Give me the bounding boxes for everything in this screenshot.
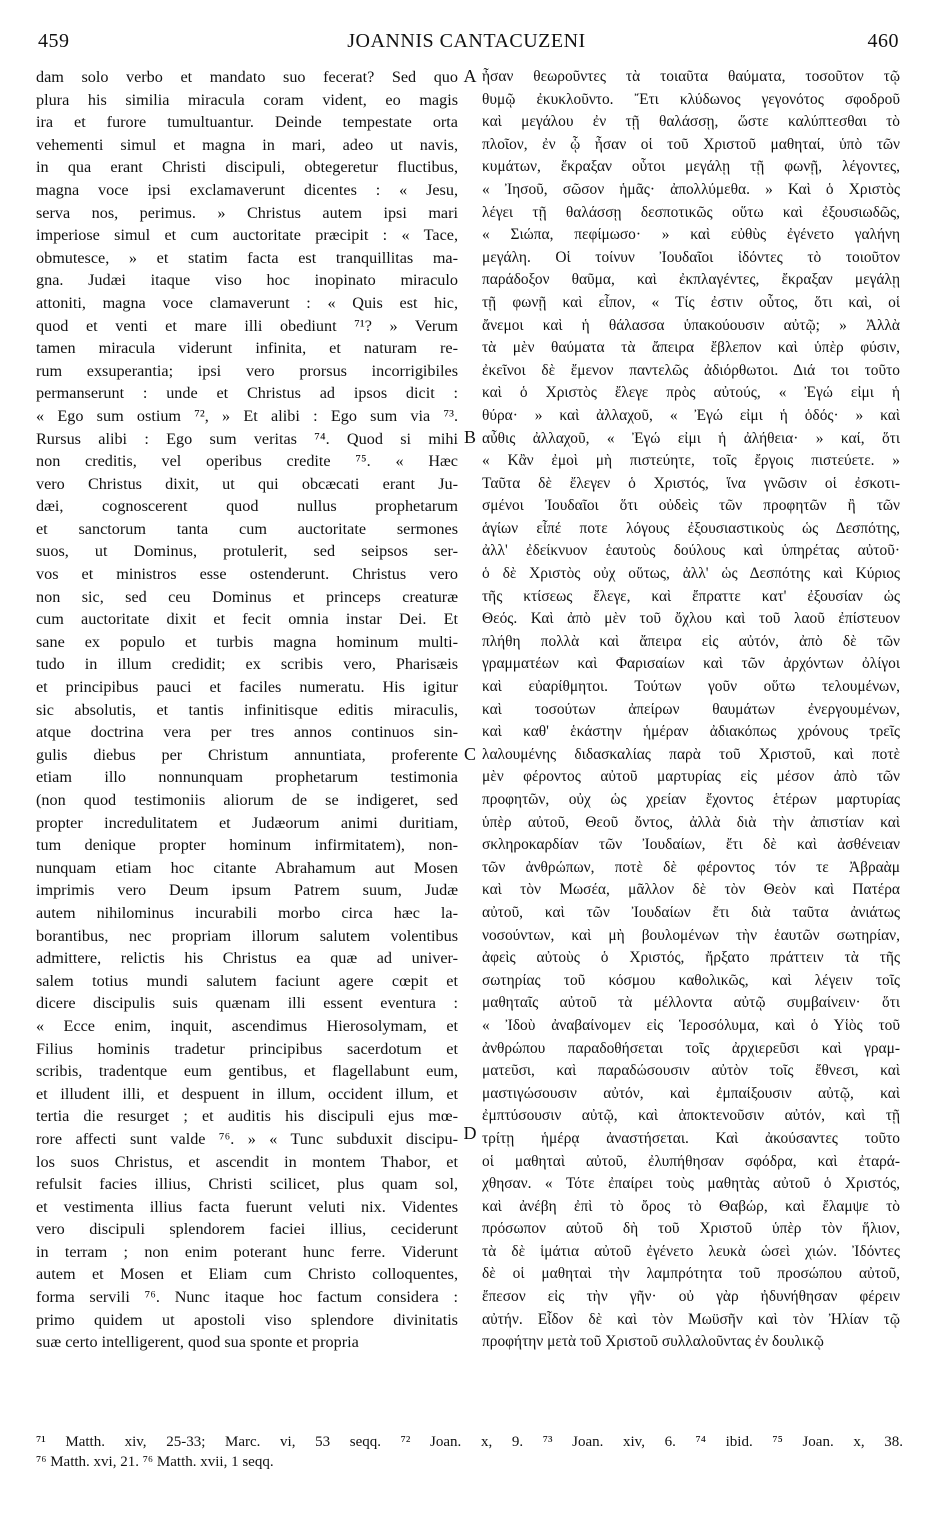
latin-text-line: « Ego sum ostium ⁷², » Et alibi : Ego sum via ⁷³. bbox=[36, 406, 458, 425]
latin-text-line: tudo in illum credidit; ex scribis vero, Pharisæis bbox=[36, 655, 458, 674]
greek-text-line: καὶ καθ' ἑκάστην ἡμέραν ἀδιακόπως χρόνους τρεῖς bbox=[482, 723, 900, 741]
greek-text-line: καὶ ὁ Χριστὸς ἔλεγε πρὸς αὐτούς, « Ἐγώ εἰμι ἡ bbox=[482, 384, 900, 402]
greek-text-line: ἀφεὶς αὐτοὺς ὁ Χριστός, ἤρξατο πράττειν τὰ τῆς bbox=[482, 949, 900, 967]
latin-text-line: vos et ministros esse ostenderunt. Christus vero bbox=[36, 565, 458, 584]
latin-text-line: non sic, sed ceu Dominus et princeps creaturæ bbox=[36, 587, 458, 606]
latin-text-line: refulsit facies illius, Christi scilicet, plus quam sol, bbox=[36, 1175, 458, 1194]
greek-text-line: προφήτην μετὰ τοῦ Χριστοῦ συλλαλοῦντας ἐν δουλικῷ bbox=[482, 1333, 824, 1351]
greek-text-line: ἀνθρώπου παραδοθήσεται τοῖς ἀρχιερεῦσι καὶ γραμ- bbox=[482, 1039, 900, 1057]
section-marker-d: D bbox=[463, 1123, 477, 1143]
greek-text-line: Ταῦτα δὲ ἔλεγεν ὁ Χριστός, ἵνα γνῶσιν οἱ ἐσκοτι- bbox=[482, 474, 900, 492]
page-number-left: 459 bbox=[38, 30, 70, 52]
greek-text-line: αὖθις ἀλλαχοῦ, « Ἐγώ εἰμι ἡ ἀλήθεια· » καί, ὅτι bbox=[482, 429, 900, 447]
greek-text-line: νοσούντων, καὶ μὴ βουλομένων τὴν ἑαυτῶν σωτηρίαν, bbox=[482, 926, 900, 944]
greek-text-line: προφητῶν, οὐχ ὡς χρείαν ἔχοντος ἑτέρων μαρτυρίας bbox=[482, 791, 900, 808]
latin-text-line: Rursus alibi : Ego sum veritas ⁷⁴. Quod si mihi bbox=[36, 429, 458, 448]
latin-text-line: plura his similia miracula coram vident, eo magis bbox=[36, 90, 458, 109]
greek-text-line: πλήθη πολλὰ καὶ ἄπειρα εἰς αὐτόν, ἀπὸ δὲ τῶν bbox=[482, 632, 900, 650]
latin-text-line: gna. Judæi itaque viso hoc inopinato miraculo bbox=[36, 271, 458, 290]
latin-text-line: obmutesce, » et statim facta est tranquillitas ma- bbox=[36, 248, 458, 267]
greek-text-line: χθησαν. « Τότε ἐπαίρει τοὺς μαθητὰς αὐτοῦ ὁ Χριστός, bbox=[482, 1175, 900, 1193]
latin-text-line: attoniti, magna voce clamaverunt : « Quis est hic, bbox=[36, 293, 458, 312]
greek-text-line: παράδοξον θαῦμα, καὶ ἐκπλαγέντες, ἔκραξαν μεγάλῃ bbox=[482, 271, 900, 289]
latin-text-line: tamen miracula viderunt infinita, et naturam re- bbox=[36, 339, 458, 358]
latin-text-line: quod et venti et mare illi obediunt ⁷¹? » Verum bbox=[36, 316, 458, 335]
greek-text-line: μεγάλη. Οἱ τοίνυν Ἰουδαῖοι ἰδόντες τὸ τοιοῦτον bbox=[482, 248, 900, 266]
greek-text-line: ὁ δὲ Χριστὸς οὐχ οὕτως, ἀλλ' ὡς Δεσπότης καὶ Κύριος bbox=[482, 565, 900, 583]
latin-text-line: salem totius mundi salutem faciunt agere cœpit et bbox=[36, 971, 458, 990]
greek-text-line: καὶ τὸν Μωσέα, μᾶλλον δὲ τὸν Θεὸν καὶ Πατέρα bbox=[482, 881, 900, 899]
latin-text-line: vehementi simul et magna in mari, adeo ut navis, bbox=[36, 135, 458, 154]
greek-text-line: ἦσαν θεωροῦντες τὰ τοιαῦτα θαύματα, τοσοῦτον τῷ bbox=[482, 68, 900, 85]
latin-text-line: borantibus, nec propriam illorum salutem volentibus bbox=[36, 926, 458, 945]
greek-text-line: ἁγίων εἶπέ ποτε λόγους ἐξουσιαστικοὺς ὡς Δεσπότης, bbox=[482, 519, 900, 537]
latin-text-line: et vestimenta illius facta fuerunt veluti nix. Videntes bbox=[36, 1197, 458, 1216]
greek-text-line: κυμάτων, ἔκραξαν οὗτοι μεγάλῃ τῇ φωνῇ, λέγοντες, bbox=[482, 158, 900, 176]
latin-text-line: sic absolutis, et tantis infinitisque editis miraculis, bbox=[36, 700, 458, 719]
latin-text-line: los suos Christus, et ascendit in montem Thabor, et bbox=[36, 1152, 458, 1171]
latin-text-line: rum exsuperantia; ipsi vero prorsus incorrigibiles bbox=[36, 361, 458, 380]
latin-text-line: et sanctorum tanta cum auctoritate sermones bbox=[36, 519, 458, 538]
latin-text-line: vero Christus dixit, ut qui obcæcati erant Ju- bbox=[36, 474, 458, 493]
footnote-line: ⁷¹ Matth. xiv, 25-33; Marc. vi, 53 seqq. ⁷² Joan. x, 9. ⁷³ Joan. xiv, 6. ⁷⁴ ibid. ⁷⁵ Joan. x, 38. bbox=[36, 1434, 903, 1450]
latin-text-line: Filius hominis tradetur principibus sacerdotum et bbox=[36, 1039, 458, 1058]
latin-text-line: nunquam etiam hoc citante Abrahamum aut Mosen bbox=[36, 858, 458, 877]
latin-text-line: admittere, relictis his Christus ea quæ ad univer- bbox=[36, 949, 458, 968]
section-marker-a: A bbox=[463, 66, 477, 86]
latin-column bbox=[36, 66, 458, 1426]
latin-text-line: scribis, tradentque eum gentibus, et flagellabunt eum, bbox=[36, 1062, 458, 1081]
greek-text-line: οἱ μαθηταὶ αὐτοῦ, ἐλυπήθησαν σφόδρα, καὶ ἐταρά- bbox=[482, 1152, 900, 1170]
greek-text-line: ἔπεσον εἰς τὴν γῆν· οὐ γὰρ ἠδυνήθησαν φέρειν bbox=[482, 1288, 900, 1306]
footnote-line: ⁷⁶ Matth. xvi, 21. ⁷⁶ Matth. xvii, 1 seqq. bbox=[36, 1454, 274, 1470]
latin-text-line: in qua erant Christi discipuli, obtegeretur fluctibus, bbox=[36, 158, 458, 177]
greek-column bbox=[482, 66, 900, 1426]
latin-text-line: propter incredulitatem et Judæorum animi duritiam, bbox=[36, 813, 458, 832]
greek-text-line: ἄνεμοι καὶ ἡ θάλασσα ὑπακούουσιν αὐτῷ; » Ἀλλὰ bbox=[482, 316, 900, 334]
latin-text-line: dam solo verbo et mandato suo fecerat? Sed quo bbox=[36, 68, 458, 86]
greek-text-line: καὶ τοσούτων ἀπείρων θαυμάτων ἐνεργουμένων, bbox=[482, 700, 900, 718]
greek-text-line: « Ἰησοῦ, σῶσον ἡμᾶς· ἀπολλύμεθα. » Καὶ ὁ Χριστὸς bbox=[482, 180, 900, 198]
greek-text-line: τῶν ἀνθρώπων, ποτὲ δὲ φέροντος τόν τε Ἀβραὰμ bbox=[482, 858, 900, 876]
greek-text-line: πλοῖον, ἐν ᾧ ἦσαν οἱ τοῦ Χριστοῦ μαθηταί, ὑπὸ τῶν bbox=[482, 135, 900, 153]
latin-text-line: etiam illo nonnunquam prophetarum testimonia bbox=[36, 768, 458, 787]
latin-text-line: atque doctrina vera per tres annos continuos sin- bbox=[36, 723, 458, 742]
greek-text-line: καὶ ἀνέβη ἐπὶ τὸ ὄρος τὸ Θαβώρ, καὶ ἔλαμψε τὸ bbox=[482, 1197, 900, 1215]
greek-text-line: τῆς κτίσεως ἔλεγε, καὶ ἔπραττε κατ' ἐξουσίαν ὡς bbox=[482, 587, 900, 605]
running-title: JOANNIS CANTACUZENI bbox=[347, 30, 586, 52]
greek-text-line: αὐτοῦ, καὶ τῶν Ἰουδαίων ἔτι διὰ ταῦτα ἀνιάτως bbox=[482, 903, 900, 921]
latin-text-line: ira et furore tumultuantur. Deinde tempestate orta bbox=[36, 113, 458, 132]
greek-text-line: « Σιώπα, πεφίμωσο· » καὶ εὐθὺς ἐγένετο γαλήνη bbox=[482, 226, 900, 244]
latin-text-line: sane ex populo et turbis magna hominum multi- bbox=[36, 632, 458, 651]
latin-text-line: autem et Mosen et Eliam cum Christo colloquentes, bbox=[36, 1265, 458, 1284]
greek-text-line: « Κἂν ἐμοὶ μὴ πιστεύητε, τοῖς ἔργοις πιστεύετε. » bbox=[482, 452, 900, 470]
latin-text-line: rore affecti sunt valde ⁷⁶. » « Tunc subduxit discipu- bbox=[36, 1129, 458, 1148]
greek-text-line: σκληροκαρδίαν τῶν Ἰουδαίων, ἔτι δὲ καὶ ἀσθένειαν bbox=[482, 836, 900, 854]
latin-text-line: in terram ; non enim poterant hunc ferre. Viderunt bbox=[36, 1242, 458, 1261]
greek-text-line: θυμῷ ἐκυκλοῦντο. Ἔτι κλύδωνος γεγονότος σφοδροῦ bbox=[482, 90, 900, 108]
greek-text-line: δὲ οἱ μαθηταὶ τὴν λαμπρότητα τοῦ προσώπου αὐτοῦ, bbox=[482, 1265, 900, 1283]
latin-text-line: et illudent illi, et despuent in illum, occident illum, et bbox=[36, 1084, 458, 1103]
greek-text-line: « Ἰδοὺ ἀναβαίνομεν εἰς Ἱεροσόλυμα, καὶ ὁ Υἱὸς τοῦ bbox=[482, 1016, 900, 1034]
greek-text-line: πρόσωπον αὐτοῦ δὴ τοῦ Χριστοῦ ὑπὲρ τὸν ἥλιον, bbox=[482, 1220, 900, 1238]
latin-text-line: magna voce ipsi exclamaverunt dicentes : « Jesu, bbox=[36, 180, 458, 199]
greek-text-line: ἀλλ' ἐδείκνυον ἑαυτοὺς δούλους καὶ ὑπηρέτας αὐτοῦ· bbox=[482, 542, 900, 560]
latin-text-line: « Ecce enim, inquit, ascendimus Hierosolymam, et bbox=[36, 1016, 458, 1035]
greek-text-line: τρίτῃ ἡμέρᾳ ἀναστήσεται. Καὶ ἀκούσαντες τοῦτο bbox=[482, 1129, 900, 1147]
latin-text-line: non creditis, vel operibus credite ⁷⁵. « Hæc bbox=[36, 452, 458, 471]
latin-text-line: (non quod testimoniis aliorum de se indigeret, sed bbox=[36, 791, 458, 809]
section-marker-b: B bbox=[463, 427, 476, 447]
latin-text-line: gulis diebus per Christum annuntiata, proferente bbox=[36, 745, 458, 764]
greek-text-line: θύρα· » καὶ ἀλλαχοῦ, « Ἐγώ εἰμι ἡ ὁδός· » καὶ bbox=[482, 406, 900, 424]
greek-text-line: Θεός. Καὶ ἀπὸ μὲν τοῦ ὄχλου καὶ τοῦ λαοῦ ἐπίστευον bbox=[482, 610, 900, 628]
greek-text-line: ἐμπτύσουσιν αὐτῷ, καὶ ἀποκτενοῦσιν αὐτόν, καὶ τῇ bbox=[482, 1107, 900, 1125]
latin-text-line: dicere discipulis suis quænam illi essent eventura : bbox=[36, 994, 458, 1013]
page-number-right: 460 bbox=[867, 30, 899, 52]
latin-text-line: permanserunt : unde et Christus ad ipsos dicit : bbox=[36, 384, 458, 403]
greek-text-line: τὰ δὲ ἱμάτια αὐτοῦ ἐγένετο λευκὰ ὡσεὶ χιών. Ἰδόντες bbox=[482, 1242, 900, 1260]
latin-text-line: suæ certo intelligerent, quod sua sponte et propria bbox=[36, 1333, 359, 1352]
latin-text-line: tum denique propter hominum infirmitatem), non- bbox=[36, 836, 458, 855]
latin-text-line: primo quidem ut apostoli viso splendore divinitatis bbox=[36, 1310, 458, 1329]
greek-text-line: τὰ μὲν θαύματα τὰ ἄπειρα ἔβλεπον καὶ ὑπὲρ φύσιν, bbox=[482, 339, 900, 357]
latin-text-line: imperiose simul et cum auctoritate præcipit : « Tace, bbox=[36, 226, 458, 245]
latin-text-line: autem nihilominus incurabili morbo circa hæc la- bbox=[36, 903, 458, 922]
greek-text-line: σμένοι Ἰουδαῖοι ὅτι οὐδεὶς τῶν προφητῶν ἢ τῶν bbox=[482, 497, 900, 515]
running-header bbox=[30, 30, 903, 62]
latin-text-line: vero discipuli splendorem faciei illius, ceciderunt bbox=[36, 1220, 458, 1239]
greek-text-line: γραμματέων καὶ Φαρισαίων καὶ τῶν ἀρχόντων ὀλίγοι bbox=[482, 655, 900, 673]
latin-text-line: serva nos, perimus. » Christus autem ipsi mari bbox=[36, 203, 458, 222]
greek-text-line: τῇ φωνῇ καὶ εἶπον, « Τίς ἐστιν οὗτος, ὅτι καὶ, οἱ bbox=[482, 293, 900, 311]
latin-text-line: suos, ut Dominus, protulerit, sed seipsos ser- bbox=[36, 542, 458, 561]
greek-text-line: μαθηταῖς αὐτοῦ τὰ μέλλοντα αὐτῷ συμβαίνειν· ὅτι bbox=[482, 994, 900, 1012]
latin-text-line: imprimis vero Deum ipsum Patrem suum, Judæ bbox=[36, 881, 458, 900]
latin-text-line: tertia die resurget ; et auditis his discipuli ejus mœ- bbox=[36, 1107, 458, 1126]
latin-text-line: forma servili ⁷⁶. Nunc itaque hoc factum considera : bbox=[36, 1288, 458, 1307]
greek-text-line: λαλουμένης διδασκαλίας παρὰ τοῦ Χριστοῦ, καὶ ποτὲ bbox=[482, 745, 900, 763]
greek-text-line: ὑπὲρ αὐτοῦ, Θεοῦ ὄντος, ἀλλὰ διὰ τὴν ἀπιστίαν καὶ bbox=[482, 813, 900, 831]
greek-text-line: ἐκεῖνοι δὲ ἔμενον παντελῶς ἀδιόρθωτοι. Διά τοι τοῦτο bbox=[482, 361, 900, 379]
greek-text-line: λέγει τῇ θαλάσσῃ δεσποτικῶς οὕτω καὶ ἐξουσιωδῶς, bbox=[482, 203, 900, 221]
greek-text-line: σωτηρίας τοῦ κόσμου καθολικῶς, καὶ λέγειν τοῖς bbox=[482, 971, 900, 989]
greek-text-line: αὐτήν. Εἶδον δὲ καὶ τὸν Μωϋσῆν καὶ τὸν Ἠλίαν τῷ bbox=[482, 1310, 900, 1328]
greek-text-line: μαστιγώσουσιν αὐτόν, καὶ ἐμπαίξουσιν αὐτῷ, καὶ bbox=[482, 1084, 900, 1102]
greek-text-line: καὶ εὐαρίθμητοι. Τούτων γοῦν οὕτω τελουμένων, bbox=[482, 678, 900, 696]
latin-text-line: cum auctoritate dixit et fecit omnia instar Dei. Et bbox=[36, 610, 458, 629]
footnotes bbox=[36, 1432, 903, 1472]
latin-text-line: dæi, cognoscerent quod nullus prophetarum bbox=[36, 497, 458, 516]
greek-text-line: ματεῦσι, καὶ παραδώσουσιν αὐτὸν τοῖς ἔθνεσι, καὶ bbox=[482, 1062, 900, 1080]
greek-text-line: καὶ μεγάλου ἐν τῇ θαλάσσῃ, ὥστε καλύπτεσθαι τὸ bbox=[482, 113, 900, 131]
greek-text-line: μὲν φέροντος αὐτοῦ μαρτυρίας εἰς μέσον ἀπὸ τῶν bbox=[482, 768, 900, 786]
section-marker-c: C bbox=[463, 744, 476, 764]
latin-text-line: et principibus pauci et faciles numeratu. His igitur bbox=[36, 678, 458, 697]
